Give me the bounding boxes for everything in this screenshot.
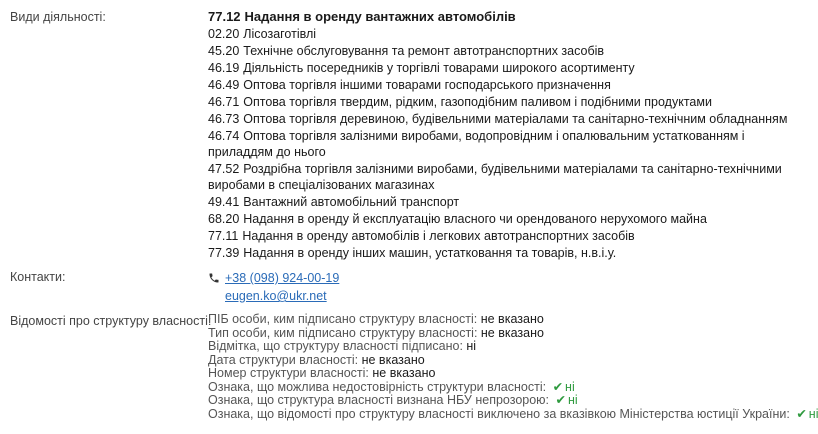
ownership-line <box>208 381 793 395</box>
ownership-field-label: Ознака, що відомості про структуру власності виключено за вказівкою Міністерства юстиції України: <box>208 406 790 421</box>
phone-line <box>208 269 793 287</box>
ownership-field-value: ні <box>808 406 818 421</box>
activity-item <box>208 94 793 110</box>
primary-activity <box>208 9 793 25</box>
activity-name: Оптова торгівля залізними виробами, водопровідним і опалювальним устаткованням і приладдям до нього <box>208 129 745 159</box>
phone-link[interactable]: +38 (098) 924-00-19 <box>225 271 340 285</box>
ownership-line <box>208 340 793 354</box>
activity-code: 46.49 <box>208 78 240 92</box>
activity-item <box>208 228 793 244</box>
email-link[interactable]: eugen.ko@ukr.net <box>225 289 327 303</box>
ownership-field-label: ПІБ особи, ким підписано структуру власності: <box>208 312 478 326</box>
activity-item <box>208 43 793 59</box>
activity-item <box>208 194 793 210</box>
ownership-line <box>208 354 793 368</box>
email-line <box>208 287 793 305</box>
activity-item <box>208 26 793 42</box>
activity-code: 49.41 <box>208 195 240 209</box>
activity-name: Діяльність посередників у торгівлі товарами широкого асортименту <box>243 61 635 75</box>
contacts-label: Контакти: <box>10 270 66 284</box>
activity-item <box>208 128 793 160</box>
activity-name: Оптова торгівля деревиною, будівельними матеріалами та санітарно-технічним обладнанням <box>243 112 788 126</box>
activity-name: Надання в оренду й експлуатацію власного чи орендованого нерухомого майна <box>243 212 707 226</box>
activity-code: 46.73 <box>208 112 240 126</box>
activity-code: 68.20 <box>208 212 240 226</box>
activity-code: 45.20 <box>208 44 240 58</box>
activity-code: 77.39 <box>208 246 240 260</box>
check-icon: ✔ <box>555 393 566 407</box>
ownership-field-value: не вказано <box>480 312 544 326</box>
activity-item <box>208 211 793 227</box>
activity-name: Надання в оренду автомобілів і легкових автотранспортних засобів <box>242 229 635 243</box>
activity-item <box>208 77 793 93</box>
activity-code: 46.71 <box>208 95 240 109</box>
ownership-line <box>208 406 818 422</box>
activity-code: 46.74 <box>208 129 240 143</box>
ownership-field-label: Ознака, що структура власності визнана НБУ непрозорою: <box>208 393 550 407</box>
activity-name: Оптова торгівля іншими товарами господарського призначення <box>243 78 611 92</box>
activity-code: 77.11 <box>208 229 239 243</box>
ownership-field-value: не вказано <box>480 325 544 340</box>
activity-item <box>208 161 793 193</box>
ownership-line <box>208 394 793 408</box>
ownership-label: Відомості про структуру власності: <box>10 314 212 328</box>
activity-code: 47.52 <box>208 162 240 176</box>
ownership-field-label: Дата структури власності: <box>208 352 359 367</box>
activity-name: Вантажний автомобільний транспорт <box>243 195 460 209</box>
ownership-field-value: ні <box>565 379 575 394</box>
ownership-field-value: не вказано <box>372 366 436 380</box>
activity-name: Надання в оренду інших машин, устатковання та товарів, н.в.і.у. <box>243 246 617 260</box>
ownership-field-label: Номер структури власності: <box>208 366 369 380</box>
activity-name: Лісозаготівлі <box>243 27 317 41</box>
activity-name: Оптова торгівля твердим, рідким, газоподібним паливом і подібними продуктами <box>243 95 712 109</box>
activity-name: Технічне обслуговування та ремонт автотранспортних засобів <box>243 44 605 58</box>
ownership-field-label: Ознака, що можлива недостовірність структури власності: <box>208 379 547 394</box>
activity-name: Надання в оренду вантажних автомобілів <box>244 9 516 24</box>
activity-item <box>208 245 793 261</box>
ownership-field-label: Відмітка, що структуру власності підписано: <box>208 339 463 353</box>
ownership-line <box>208 313 793 327</box>
ownership-field-value: не вказано <box>361 352 425 367</box>
activity-code: 77.12 <box>208 9 241 24</box>
ownership-line <box>208 327 793 341</box>
activities-list <box>208 9 793 262</box>
ownership-field-value: ні <box>568 393 578 407</box>
ownership-field-value: ні <box>466 339 477 353</box>
activity-item <box>208 60 793 76</box>
ownership-list <box>208 312 818 421</box>
check-icon: ✔ <box>552 379 564 394</box>
activity-item <box>208 111 793 127</box>
contacts-list <box>208 269 793 305</box>
activity-code: 02.20 <box>208 27 240 41</box>
check-icon: ✔ <box>796 406 807 421</box>
activities-label: Види діяльності: <box>10 10 106 24</box>
activity-code: 46.19 <box>208 61 240 75</box>
ownership-line <box>208 367 793 381</box>
phone-icon <box>208 272 220 284</box>
ownership-field-label: Тип особи, ким підписано структуру власності: <box>208 325 478 340</box>
activity-name: Роздрібна торгівля залізними виробами, будівельними матеріалами та санітарно-технічними виробами в спеціалізованих магазинах <box>208 162 782 192</box>
